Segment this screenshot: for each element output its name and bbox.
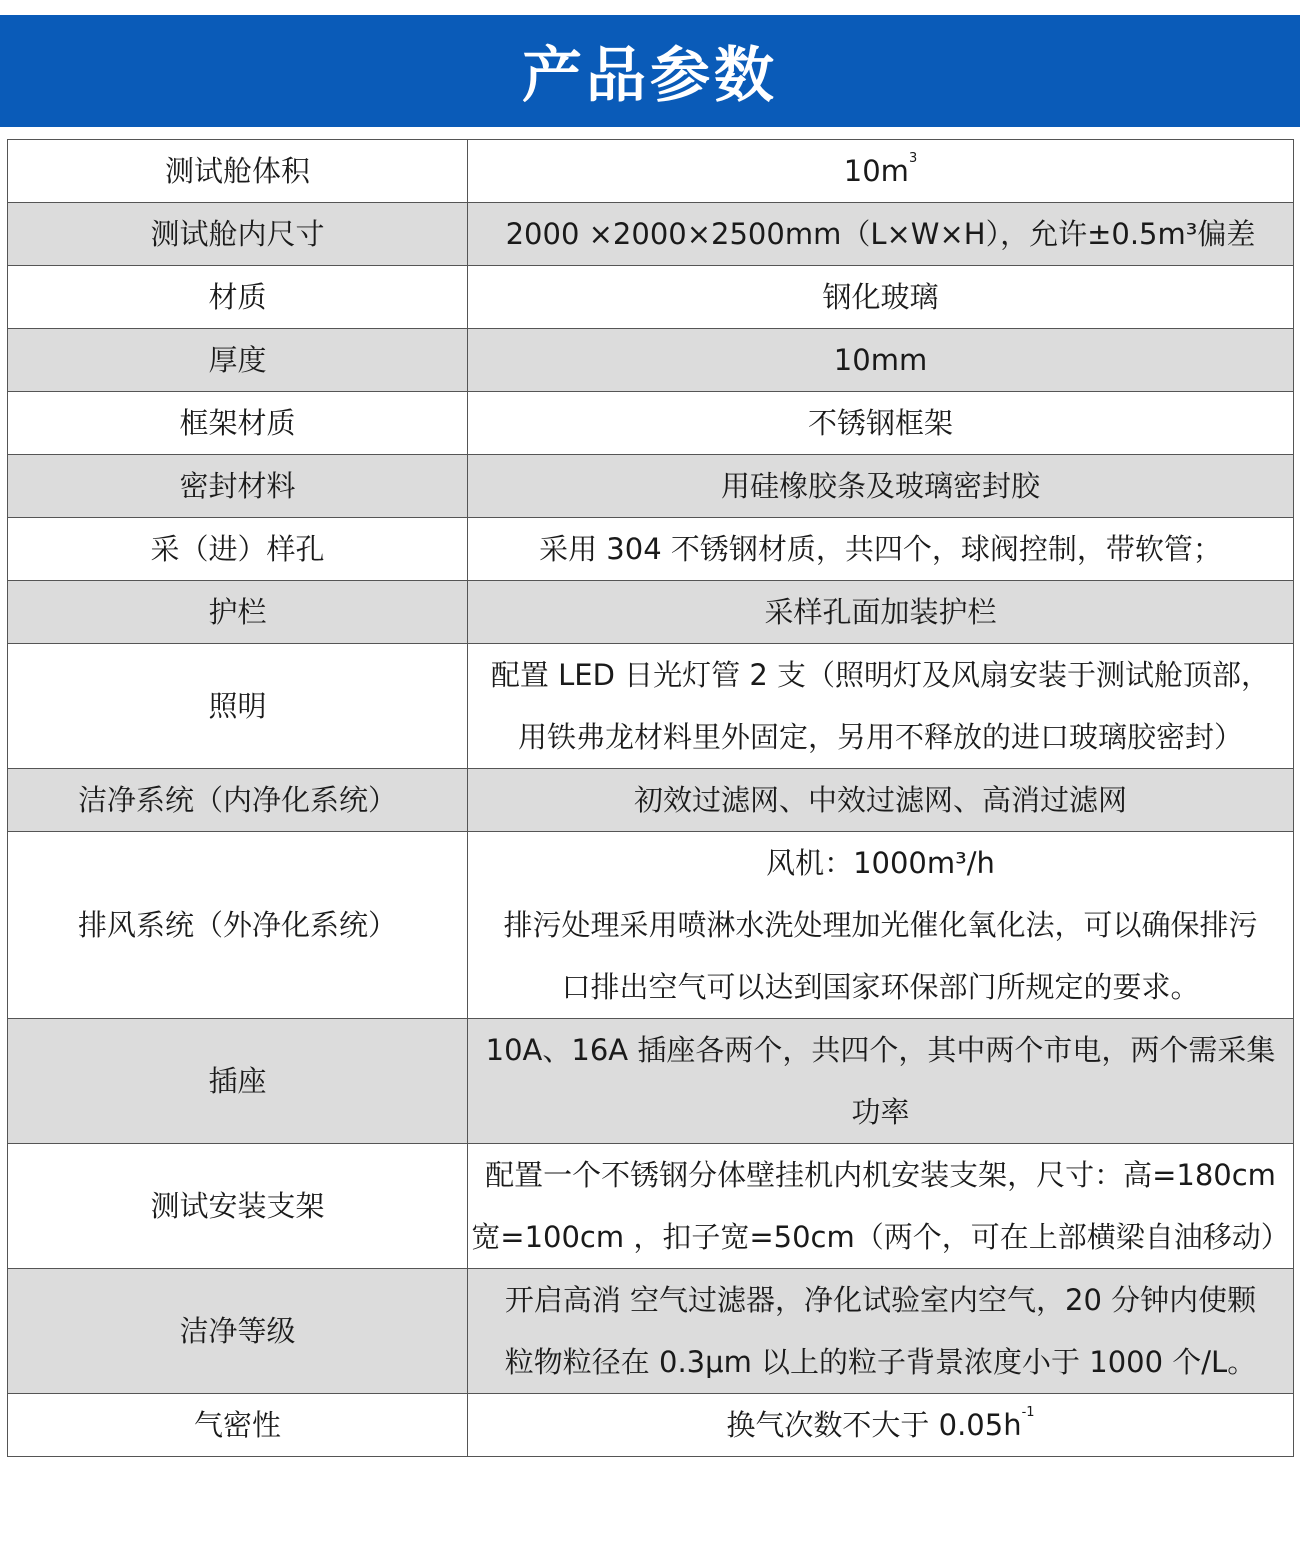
param-label: 气密性: [8, 1394, 468, 1457]
param-label: 洁净等级: [8, 1269, 468, 1394]
param-label: 密封材料: [8, 455, 468, 518]
table-row: [8, 329, 1294, 392]
param-value: [468, 644, 1294, 769]
param-label: 材质: [8, 266, 468, 329]
table-row: [8, 832, 1294, 1019]
table-row: [8, 769, 1294, 832]
param-value-line: 功率: [851, 1095, 910, 1129]
param-label: 照明: [8, 644, 468, 769]
header-banner: [0, 15, 1300, 127]
param-value-line: 10A、16A 插座各两个，共四个，其中两个市电，两个需采集: [485, 1033, 1276, 1067]
param-value: [468, 581, 1294, 644]
param-label: 厚度: [8, 329, 468, 392]
table-row: [8, 581, 1294, 644]
param-value-line: 配置 LED 日光灯管 2 支（照明灯及风扇安装于测试舱顶部，: [490, 658, 1271, 692]
param-value-line: 排污处理采用喷淋水洗处理加光催化氧化法，可以确保排污: [503, 908, 1258, 942]
param-value-line: 粒物粒径在 0.3μm 以上的粒子背景浓度小于 1000 个/L。: [504, 1345, 1257, 1379]
param-label: 洁净系统（内净化系统）: [8, 769, 468, 832]
param-value-line: 宽=100cm ，扣子宽=50cm（两个，可在上部横梁自油移动）: [471, 1220, 1290, 1254]
param-value: [468, 329, 1294, 392]
param-value-text: 采用 304 不锈钢材质，共四个，球阀控制，带软管；: [539, 532, 1222, 566]
param-label: 测试舱内尺寸: [8, 203, 468, 266]
table-row: [8, 1269, 1294, 1394]
param-value-text: 初效过滤网、中效过滤网、高消过滤网: [633, 783, 1127, 817]
param-value-superscript: -1: [1021, 1405, 1035, 1420]
param-value: [468, 203, 1294, 266]
param-value-text: 换气次数不大于 0.05h: [726, 1408, 1022, 1442]
table-row: [8, 518, 1294, 581]
param-value: [468, 769, 1294, 832]
param-value: [468, 140, 1294, 203]
param-label: 框架材质: [8, 392, 468, 455]
param-value-line: 风机：1000m³/h: [766, 846, 995, 880]
param-value-line: 用铁弗龙材料里外固定，另用不释放的进口玻璃胶密封）: [517, 720, 1243, 754]
table-row: [8, 392, 1294, 455]
param-value: [468, 1144, 1294, 1269]
table-row: [8, 140, 1294, 203]
param-value-text: 10mm: [833, 343, 928, 377]
page-title: 产品参数: [522, 41, 778, 111]
param-label: 排风系统（外净化系统）: [8, 832, 468, 1019]
param-label: 测试舱体积: [8, 140, 468, 203]
param-label: 测试安装支架: [8, 1144, 468, 1269]
param-value-line: 开启高消 空气过滤器，净化试验室内空气，20 分钟内使颗: [504, 1283, 1257, 1317]
param-value-text: 10m: [843, 154, 909, 188]
param-label: 护栏: [8, 581, 468, 644]
param-value: [468, 1019, 1294, 1144]
table-row: [8, 644, 1294, 769]
table-row: [8, 266, 1294, 329]
parameter-table: [7, 139, 1294, 1457]
param-value: [468, 1394, 1294, 1457]
param-value-text: 采样孔面加装护栏: [764, 595, 997, 629]
table-row: [8, 455, 1294, 518]
table-row: [8, 1144, 1294, 1269]
table-row: [8, 1394, 1294, 1457]
table-row: [8, 1019, 1294, 1144]
param-label: 采（进）样孔: [8, 518, 468, 581]
param-value-text: 2000 ×2000×2500mm（L×W×H），允许±0.5m³偏差: [505, 217, 1256, 251]
param-value-line: 配置一个不锈钢分体壁挂机内机安装支架，尺寸：高=180cm: [485, 1158, 1276, 1192]
param-value: [468, 832, 1294, 1019]
param-value: [468, 1269, 1294, 1394]
param-value-text: 用硅橡胶条及玻璃密封胶: [720, 469, 1040, 503]
param-value: [468, 392, 1294, 455]
param-value: [468, 518, 1294, 581]
param-value-text: 不锈钢框架: [807, 406, 953, 440]
param-value-superscript: 3: [908, 151, 918, 166]
param-value-line: 口排出空气可以达到国家环保部门所规定的要求。: [561, 970, 1200, 1004]
param-value: [468, 455, 1294, 518]
param-value-text: 钢化玻璃: [822, 280, 939, 314]
param-value: [468, 266, 1294, 329]
table-row: [8, 203, 1294, 266]
param-label: 插座: [8, 1019, 468, 1144]
